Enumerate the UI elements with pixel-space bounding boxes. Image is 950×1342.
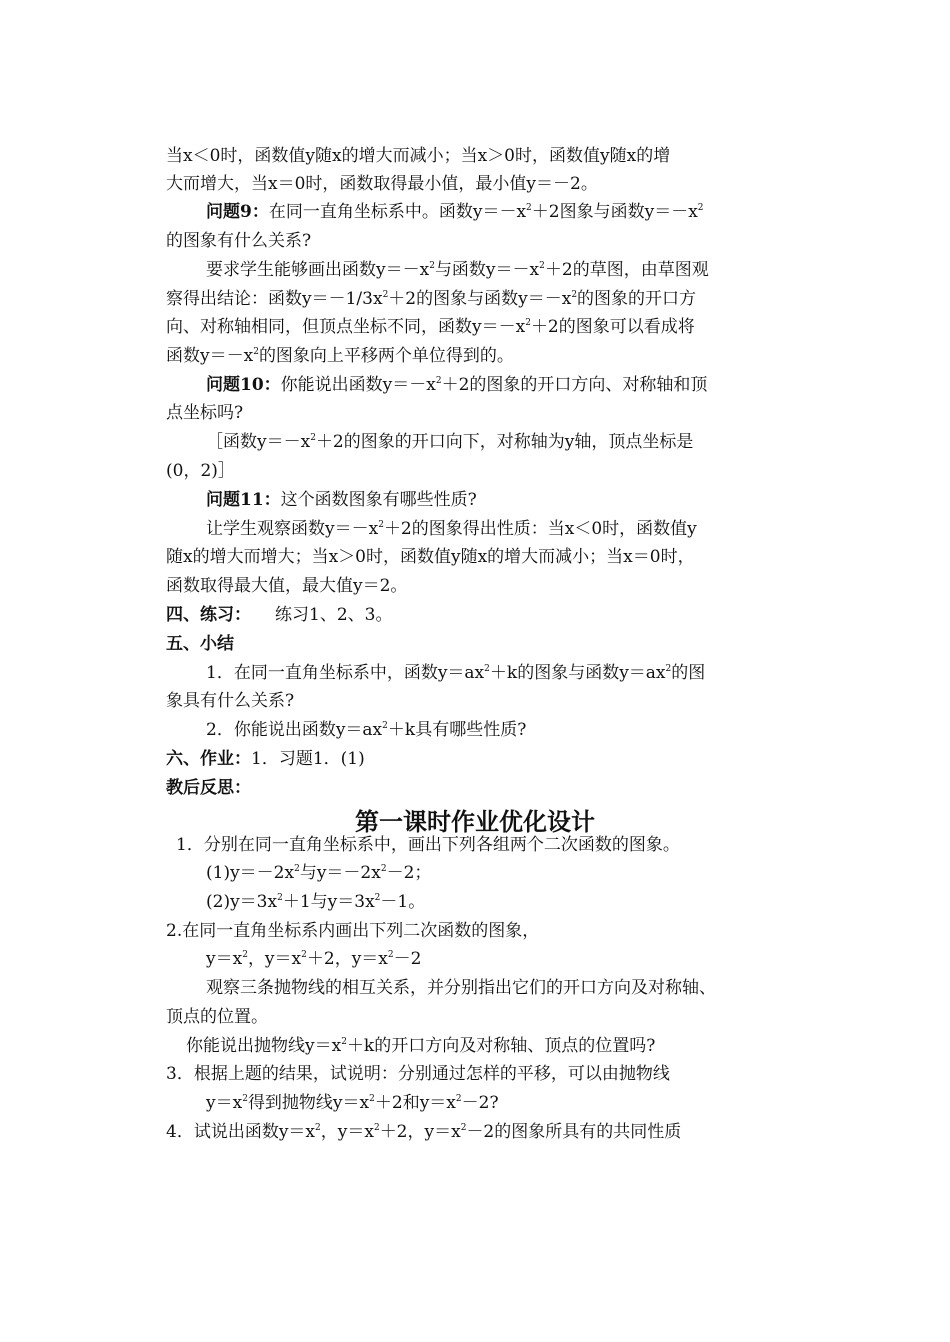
paragraph-line: 随x的增大而增大；当x＞0时，函数值y随x的增大而减小；当x＝0时， xyxy=(166,547,695,567)
summary-item: 象具有什么关系? xyxy=(166,691,295,711)
section-homework: 六、作业：1．习题1．(1) xyxy=(166,749,365,769)
answer-line: ［函数$y=-x^2+2$的图象的开口向下，对称轴为y轴，顶点坐标是 xyxy=(206,432,694,452)
homework-text: 观察三条抛物线的相互关系，并分别指出它们的开口方向及对称轴、 xyxy=(206,978,716,998)
text-line: 当x＜0时，函数值y随x的增大而减小；当x＞0时，函数值y随x的增 xyxy=(166,146,671,166)
question-11: 问题11：这个函数图象有哪些性质? xyxy=(206,490,477,510)
question-10: 问题10：你能说出函数$y=-x^2+2$的图象的开口方向、对称轴和顶 xyxy=(206,375,708,395)
reflection-heading: 教后反思： xyxy=(166,778,251,798)
question-label: 问题9： xyxy=(206,202,269,222)
homework-text: $y=x^2$得到抛物线$y=x^2+2$和$y=x^2-2$? xyxy=(206,1093,499,1113)
section-exercise: 四、练习： 练习1、2、3。 xyxy=(166,605,393,625)
paragraph-line: 向、对称轴相同，但顶点坐标不同，函数$y=-x^2+2$的图象可以看成将 xyxy=(166,317,695,337)
question-label: 问题11： xyxy=(206,490,281,510)
question-9: 问题9：在同一直角坐标系中。函数$y=-x^2+2$图象与函数$y=-x^2$ xyxy=(206,202,704,222)
homework-item: 1．分别在同一直角坐标系中，画出下列各组两个二次函数的图象。 xyxy=(176,835,680,855)
text-line: 的图象有什么关系? xyxy=(166,231,312,251)
homework-item: 3．根据上题的结果，试说明：分别通过怎样的平移，可以由抛物线 xyxy=(166,1064,670,1084)
homework-item: 2.在同一直角坐标系内画出下列二次函数的图象， xyxy=(166,921,540,941)
summary-item: 2．你能说出函数$y=ax^2+k$具有哪些性质? xyxy=(206,720,527,740)
section-summary-heading: 五、小结 xyxy=(166,634,234,654)
page-title: 第一课时作业优化设计 xyxy=(355,808,595,836)
summary-item: 1．在同一直角坐标系中，函数$y=ax^2+k$的图象与函数$y=ax^2$的图 xyxy=(206,663,706,683)
homework-text: 你能说出抛物线$y=x^2+k$的开口方向及对称轴、顶点的位置吗? xyxy=(186,1036,656,1056)
homework-item: 4．试说出函数$y=x^2$，$y=x^2+2$，$y=x^2-2$的图象所具有的共同性质 xyxy=(166,1122,682,1142)
homework-text: 顶点的位置。 xyxy=(166,1007,268,1027)
paragraph-line: 函数取得最大值，最大值y＝2。 xyxy=(166,576,408,596)
paragraph-line: 察得出结论：函数$y=-1/3x^2+2$的图象与函数$y=-x^2$的图象的开口方 xyxy=(166,289,697,309)
homework-subitem: $(2)y=3x^2+1$与$y=3x^2-1$。 xyxy=(206,892,426,912)
text-line: 大而增大，当x＝0时，函数取得最小值，最小值y＝－2。 xyxy=(166,174,598,194)
question-label: 问题10： xyxy=(206,375,281,395)
answer-line: (0，2)］ xyxy=(166,461,235,481)
paragraph-line: 让学生观察函数$y=-x^2+2$的图象得出性质：当x＜0时，函数值y xyxy=(206,519,697,539)
homework-formula: $y=x^2$，$y=x^2+2$，$y=x^2-2$ xyxy=(206,949,422,969)
text-line: 点坐标吗? xyxy=(166,403,244,423)
paragraph-line: 要求学生能够画出函数$y=-x^2$与函数$y=-x^2+2$的草图，由草图观 xyxy=(206,260,709,280)
homework-subitem: $(1)y=-2x^2$与$y=-2x^2-2$； xyxy=(206,863,432,883)
paragraph-line: 函数$y=-x^2$的图象向上平移两个单位得到的。 xyxy=(166,346,514,366)
